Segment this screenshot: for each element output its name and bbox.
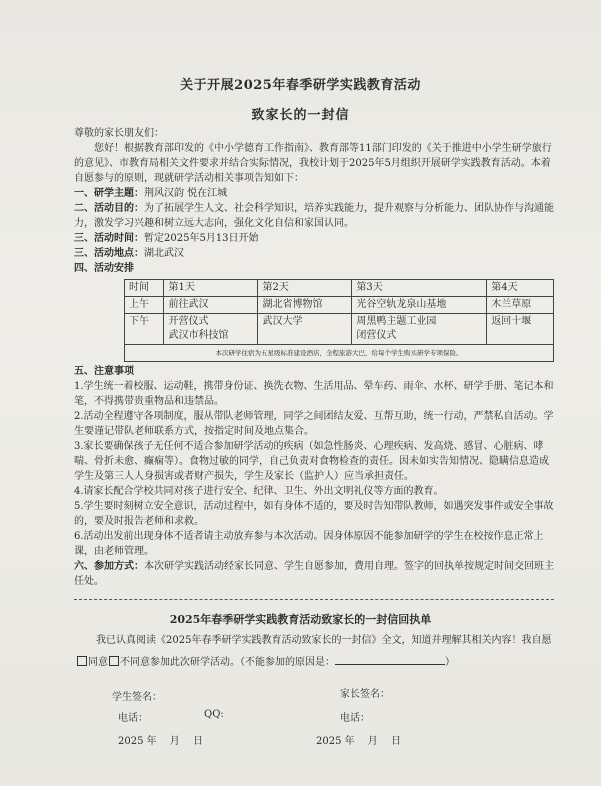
- method-line: [74, 559, 554, 589]
- intro-paragraph: 您好！根据教育部印发的《中小学德育工作指南》、教育部等11部门印发的《关于推进中小学生研学旅行的意见》、市教育局相关文件要求并结合实际情况，我校计划于2025年5月组织开展研学实践教育活动。本着自愿参与的原则，现就研学活动相关事项告知如下：: [74, 143, 552, 184]
- receipt-title: 2025年春季研学实践教育活动致家长的一封信回执单: [169, 613, 432, 626]
- schedule-pm-row: [125, 314, 554, 345]
- student-date: 2025 年 月 日: [118, 736, 203, 747]
- agree-label: 同意: [88, 657, 108, 668]
- schedule-cell: 光谷空轨龙泉山基地: [352, 297, 487, 314]
- schedule-row-label: 上午: [125, 297, 164, 314]
- schedule-row-label: 下午: [125, 314, 164, 345]
- schedule-table: [124, 279, 554, 362]
- schedule-header-row: [125, 280, 554, 297]
- schedule-cell: 开营仪式 武汉市科技馆: [164, 314, 258, 345]
- parent-phone-label: 电话：: [340, 713, 370, 724]
- letter-subtitle: 致家长的一封信: [251, 108, 350, 123]
- schedule-cell: 返回十堰: [487, 314, 554, 345]
- place-label: 三、活动地点：: [74, 248, 144, 259]
- method-label: 六、参加方式：: [74, 561, 144, 572]
- letter-title: 关于开展2025年春季研学实践教育活动: [180, 78, 421, 93]
- disagree-label: 不同意: [120, 657, 150, 668]
- reason-field[interactable]: [335, 652, 445, 665]
- disagree-checkbox[interactable]: [109, 656, 119, 666]
- agree-checkbox[interactable]: [77, 656, 87, 666]
- schedule-cell: 武汉大学: [258, 314, 352, 345]
- note-item: 2.活动全程遵守各项制度，服从带队老师管理，同学之间团结友爱、互帮互助，统一行动，严禁私自活动。学生要谨记带队老师联系方式，按指定时间及地点集合。: [74, 411, 554, 437]
- time-line: [74, 231, 554, 246]
- schedule-note: 本次研学住宿为五星级标准建设酒店，全程旅游大巴，给每个学生购买研学专项保险。: [125, 345, 554, 362]
- purpose-text: 为了拓展学生人文、社会科学知识，培养实践能力，提升观察与分析能力、团队协作与沟通能力，激发学习兴趣和树立远大志向，强化文化自信和家国认同。: [74, 203, 554, 229]
- letter-body: [74, 126, 554, 589]
- greeting: 尊敬的家长朋友们：: [74, 128, 164, 139]
- theme-label: 一、研学主题：: [74, 188, 144, 199]
- schedule-cell: 湖北省博物馆: [258, 297, 352, 314]
- note-item: 1.学生统一着校服、运动鞋，携带身份证、换洗衣物、生活用品、晕车药、雨伞、水杯、研学手册、笔记本和笔，不得携带贵重物品和违禁品。: [74, 381, 554, 407]
- schedule-header-cell: 第1天: [164, 280, 258, 297]
- time-label: 三、活动时间：: [74, 233, 144, 244]
- parent-date: 2025 年 月 日: [316, 736, 401, 747]
- schedule-header-cell: 第2天: [258, 280, 352, 297]
- qq-label: QQ:: [204, 709, 224, 720]
- reason-prompt: 参加此次研学活动。（不能参加的原因是：: [150, 657, 335, 668]
- parent-sign-label: 家长签名：: [340, 689, 390, 700]
- phone-label: 电话：: [118, 713, 148, 724]
- reason-close: ）: [445, 657, 455, 668]
- note-item: 5.学生要时刻树立安全意识，活动过程中，如有身体不适的，要及时告知带队教师，如遇突发事件或安全事故的，要及时报告老师和求救。: [74, 501, 554, 527]
- method-text: 本次研学实践活动经家长同意、学生自愿参加，费用自理。签字的回执单按规定时间交回班主任处。: [74, 561, 554, 587]
- receipt-body: [76, 630, 556, 674]
- note-item: 4.请家长配合学校共同对孩子进行安全、纪律、卫生、外出文明礼仪等方面的教育。: [74, 486, 444, 497]
- schedule-cell: 前往武汉: [164, 297, 258, 314]
- schedule-cell: 周黑鸭主题工业园 闭营仪式: [352, 314, 487, 345]
- place-line: [74, 246, 554, 261]
- schedule-header-cell: 时间: [125, 280, 164, 297]
- notes-heading: 五、注意事项: [74, 366, 134, 377]
- purpose-line: [74, 201, 554, 231]
- time-text: 暂定2025年5月13日开始: [144, 233, 259, 244]
- schedule-note-row: [125, 345, 554, 362]
- schedule-cell: 木兰草原: [487, 297, 554, 314]
- student-sign-label: 学生签名：: [112, 692, 162, 703]
- note-item: 6.活动出发前出现身体不适者请主动放弃参与本次活动。因身体原因不能参加研学的学生在校按作息正常上课，由老师管理。: [74, 531, 544, 557]
- place-text: 湖北武汉: [144, 248, 184, 259]
- purpose-label: 二、活动目的：: [74, 203, 144, 214]
- schedule-header-cell: 第3天: [352, 280, 487, 297]
- theme-line: [74, 186, 554, 201]
- theme-text: 荆风汉韵 悦在江城: [144, 188, 228, 199]
- note-item: 3.家长要确保孩子无任何不适合参加研学活动的疾病（如急性肠炎、心理疾病、发高烧、感冒、心脏病、哮喘、骨折未愈、癫痫等）。食物过敏的同学，自己负责对食物检查的责任。因未如实告知情况、隐瞒信息造成学生及第三人人身损害或者财产损失，学生及家长（监护人）应当承担责任。: [74, 441, 549, 482]
- schedule-header-cell: 第4天: [487, 280, 554, 297]
- cut-line: [74, 599, 554, 600]
- schedule-heading: 四、活动安排: [74, 263, 134, 274]
- schedule-am-row: [125, 297, 554, 314]
- receipt-statement: 我已认真阅读《2025年春季研学实践教育活动致家长的一封信》全文，知道并理解其相关内容！我自愿: [96, 635, 552, 646]
